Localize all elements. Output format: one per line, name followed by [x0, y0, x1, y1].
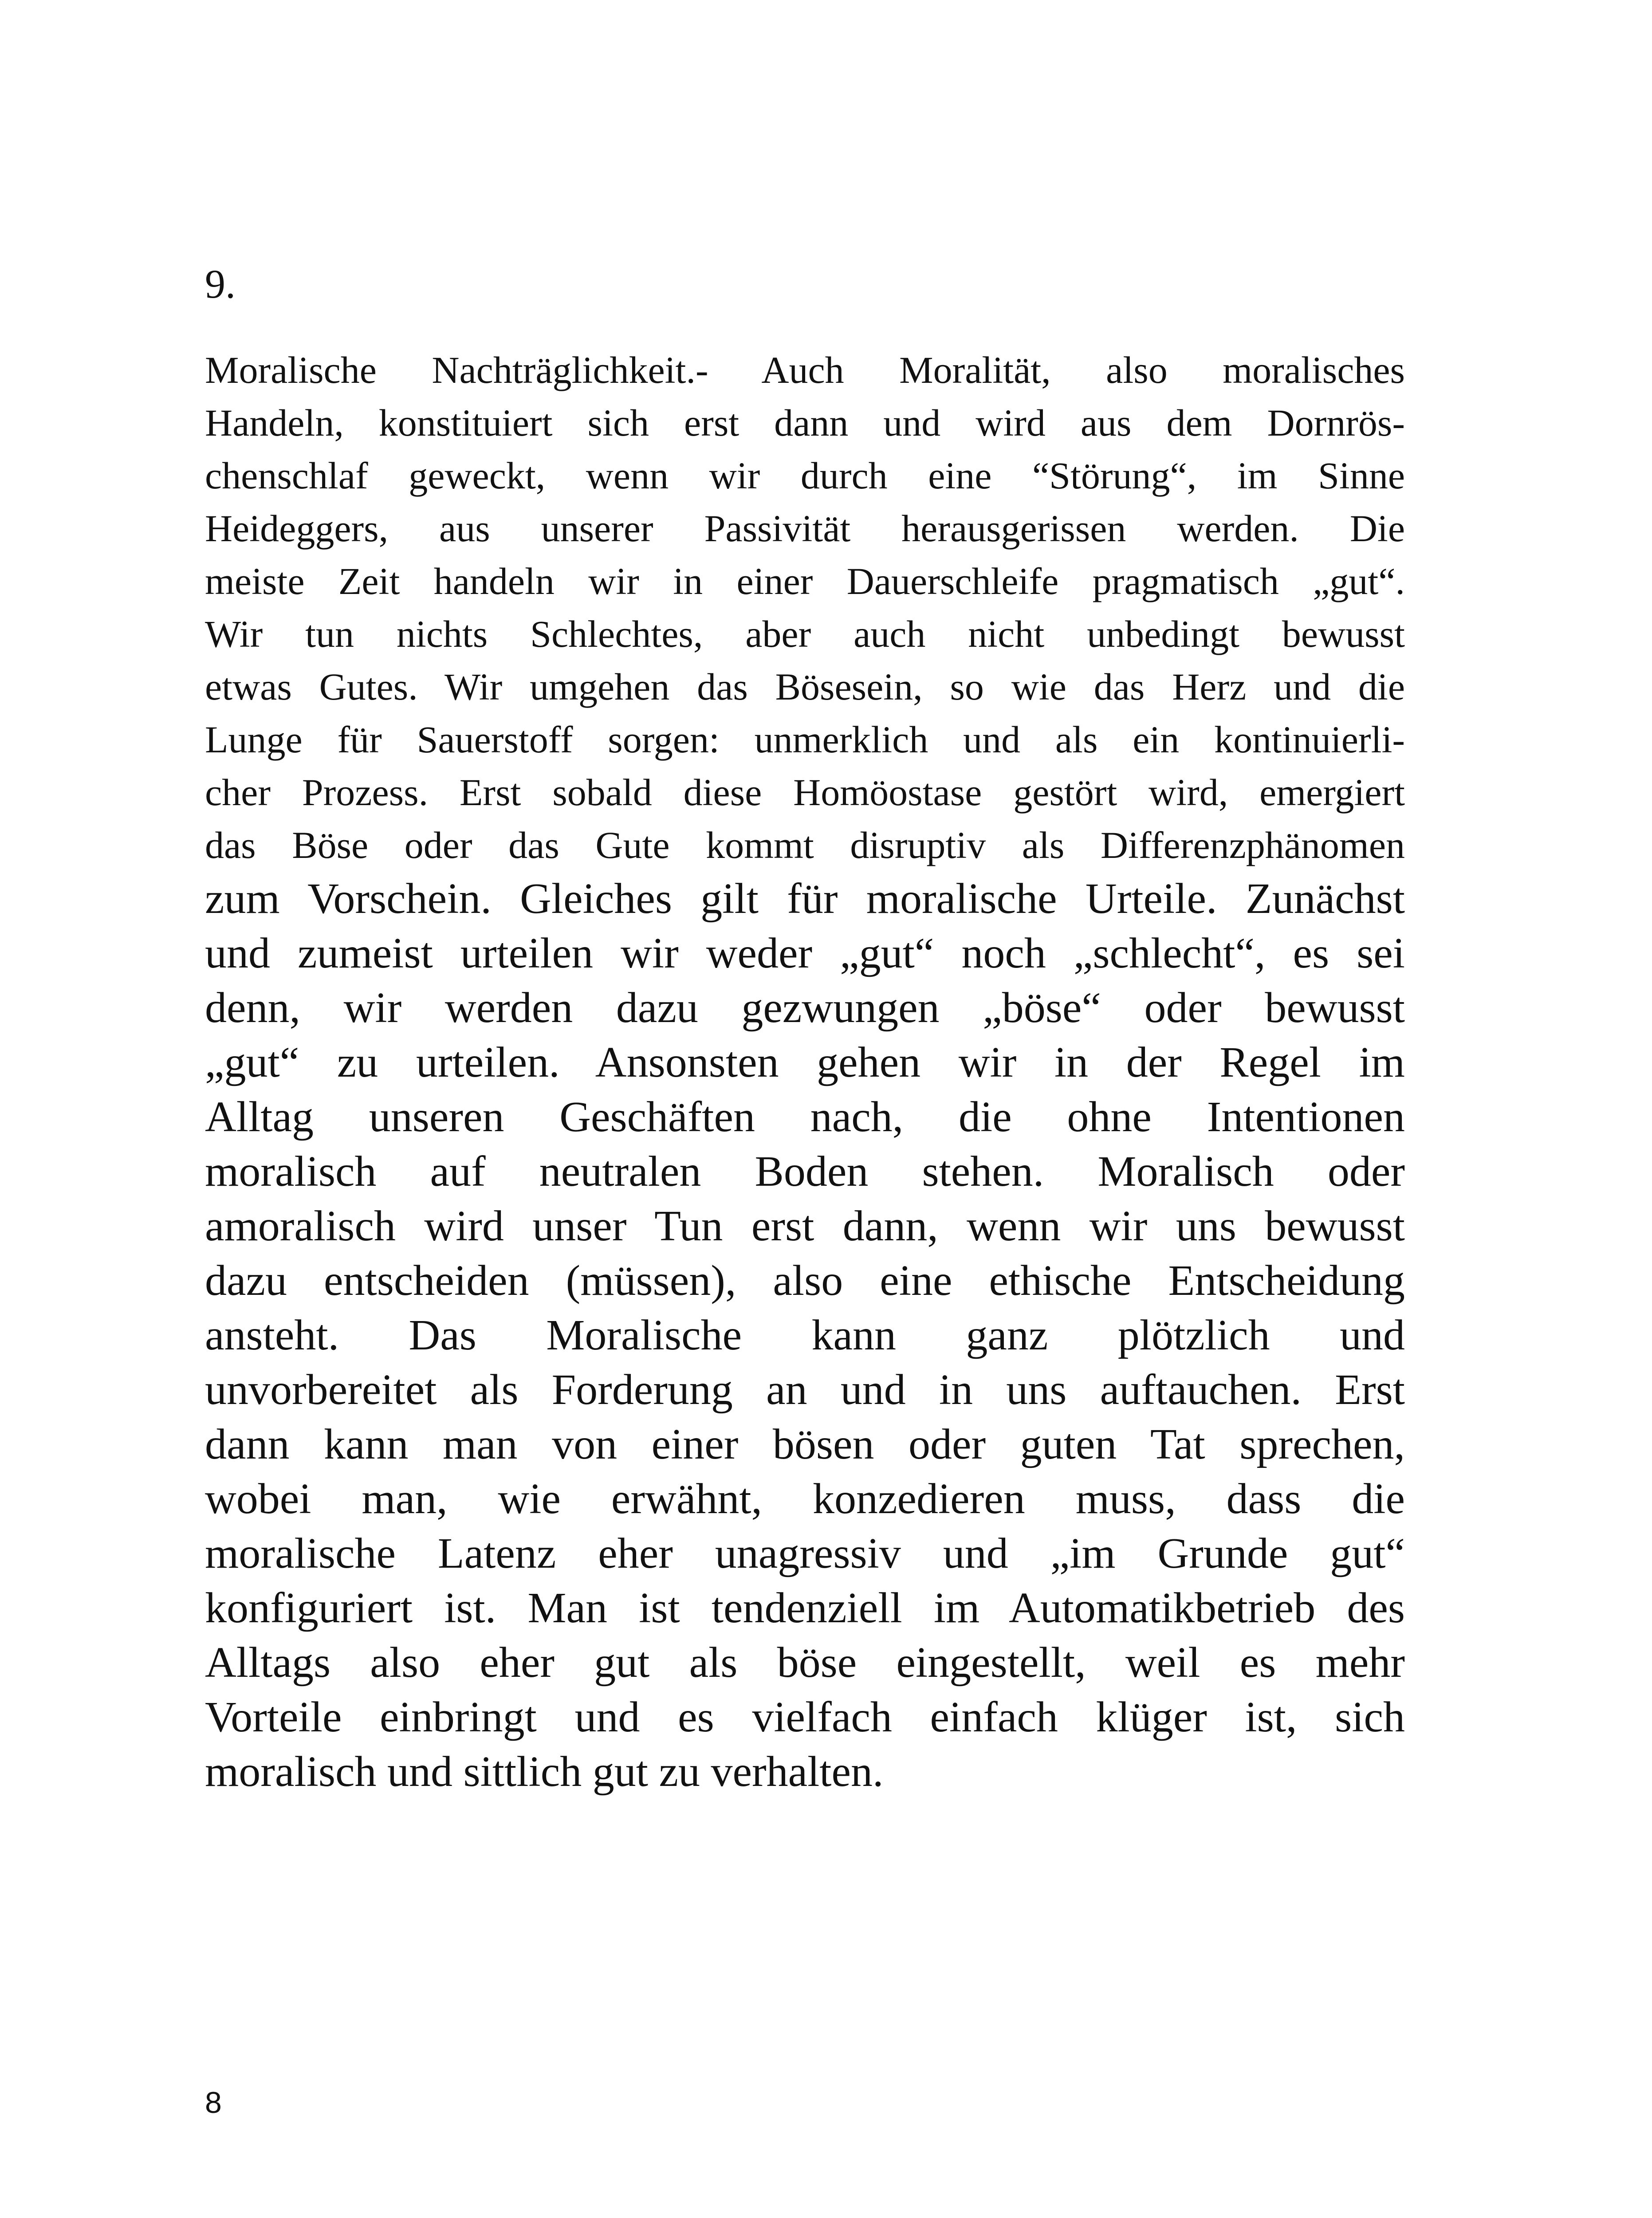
text-line: moralische Latenz eher unagressiv und „im Grunde gut“: [205, 1530, 1405, 1577]
text-line: amoralisch wird unser Tun erst dann, wenn wir uns bewusst: [205, 1202, 1405, 1250]
text-line: Handeln, konstituiert sich erst dann und wird aus dem Dornrös-: [205, 401, 1405, 444]
text-line: moralisch auf neutralen Boden stehen. Moralisch oder: [205, 1148, 1405, 1196]
text-line: dazu entscheiden (müssen), also eine ethische Entscheidung: [205, 1257, 1405, 1305]
text-line: wobei man, wie erwähnt, konzedieren muss, dass die: [205, 1475, 1405, 1523]
text-line: meiste Zeit handeln wir in einer Dauerschleife pragmatisch „gut“.: [205, 560, 1405, 602]
text-line: Wir tun nichts Schlechtes, aber auch nicht unbedingt bewusst: [205, 613, 1405, 655]
text-line: „gut“ zu urteilen. Ansonsten gehen wir in der Regel im: [205, 1038, 1405, 1086]
body-paragraph: [205, 344, 1405, 1799]
section-number: 9.: [205, 261, 236, 307]
page-number: 8: [205, 2086, 222, 2120]
text-line: und zumeist urteilen wir weder „gut“ noch „schlecht“, es sei: [205, 929, 1405, 977]
text-line: konfiguriert ist. Man ist tendenziell im Automatikbetrieb des: [205, 1584, 1405, 1632]
text-line: dann kann man von einer bösen oder guten Tat sprechen,: [205, 1420, 1405, 1468]
text-line: chenschlaf geweckt, wenn wir durch eine “Störung“, im Sinne: [205, 454, 1405, 497]
text-line: ansteht. Das Moralische kann ganz plötzlich und: [205, 1311, 1405, 1359]
text-line: moralisch und sittlich gut zu verhalten.: [205, 1748, 884, 1796]
text-line: Alltags also eher gut als böse eingestellt, weil es mehr: [205, 1639, 1405, 1687]
text-line: Alltag unseren Geschäften nach, die ohne Intentionen: [205, 1093, 1405, 1141]
text-line: denn, wir werden dazu gezwungen „böse“ oder bewusst: [205, 984, 1405, 1032]
text-line: Vorteile einbringt und es vielfach einfach klüger ist, sich: [205, 1693, 1405, 1741]
text-line: Lunge für Sauerstoff sorgen: unmerklich und als ein kontinuierli-: [205, 718, 1405, 761]
text-line: unvorbereitet als Forderung an und in uns auftauchen. Erst: [205, 1366, 1405, 1414]
text-line: zum Vorschein. Gleiches gilt für moralische Urteile. Zunächst: [205, 875, 1405, 923]
text-line: etwas Gutes. Wir umgehen das Bösesein, so wie das Herz und die: [205, 665, 1405, 708]
text-line: cher Prozess. Erst sobald diese Homöostase gestört wird, emergiert: [205, 771, 1405, 814]
text-line: das Böse oder das Gute kommt disruptiv als Differenzphänomen: [205, 824, 1405, 866]
text-line: Moralische Nachträglichkeit.- Auch Moralität, also moralisches: [205, 349, 1405, 391]
text-line: Heideggers, aus unserer Passivität herausgerissen werden. Die: [205, 507, 1405, 550]
